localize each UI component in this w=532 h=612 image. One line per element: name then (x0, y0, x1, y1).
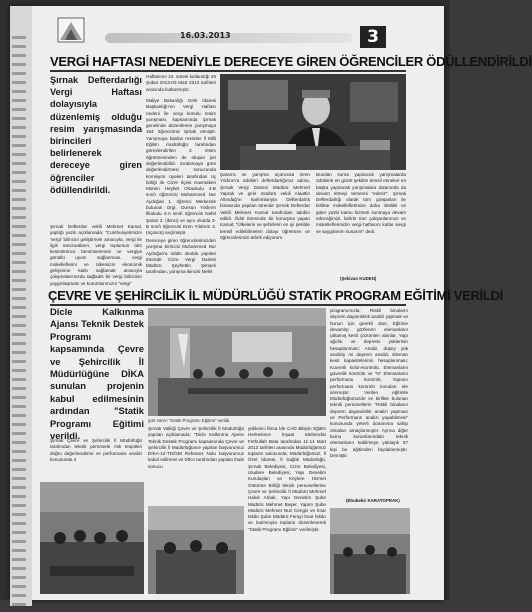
article1-headline: VERGİ HAFTASI NEDENİYLE DERECEYE GİREN ÖĞRENCİLER ÖDÜLLENDİRİLDİ (50, 54, 532, 69)
article2-byline: (Ebubekir KARATOPRAK) (346, 498, 400, 503)
article2-lead: Dicle Kalkınma Ajansı Teknik Destek Programı kapsamında Çevre ve Şehircilik İl Müdürlüğüne DİKA sunulan projenin kabul edilmesinin ardından "Statik Programı Eğitimi verildi. (50, 306, 144, 442)
article2-photo-classroom (330, 508, 410, 594)
article2-column-1: Şırnak Çevre ve Şehircilik İl Müdürlüğü tarafından teknik personele risk tespitleri doğru değerlendirme ve performans analizi konusunda 4 (50, 438, 142, 462)
previous-page-edge (10, 6, 32, 606)
article1-column-4: Bundan sonra yapılacak yarışmalarda ödüllerin en güzel şekilde temsil etmeleri en başka yapılacak yarışmalara dalanında da devam etmeyi temenni "ederiz". Şırnak Defterdarlığı olarak tüm çalışanları ile birlikte mükelleflerimize daha nitelikli ve güler yüzlü kamu hizmeti sunmaya devam edeceğimizi, belirtir tüm çalışanlarımızı ve mükelleflerimizin vergi haftasını kutlar sevgi ve saygılarımı sunarım" dedi. (316, 172, 406, 234)
headline-rule (50, 70, 406, 72)
article1-column-1: Şırnak Defterdar vekili Mehmet Kamal, yaptığı yazılı açıklamada; "Cumhuriyetimizin 'vergi' bilincini geliştirmek amacıyla, vergi ile ilgili mevzuatların, vergi toplumun tüm kesimlerince benimsenmesi ve vergiye gönüllü uyum sağlanması, vergi mükelleflerini ve ülkemizin ekonomik gelişimine katkı sağlamak amacıyla çalışmalarımızda sağladık bir vergi bilincinin yaygınlaşması ve kurumlarımızın "vergi" (50, 224, 142, 286)
article1-column-3: Şaran'a ve yarışma üçüncüsü Eren Yıldırım'a ödülleri defterdarlığımız adına, Şırnak Vergi Dairesi Müdürü Mehmet Yaprak ve gelir müdürü vekili Alaattin Altındağ'ın katılımlarıyla Defterdarlık binasında yapılan törende Şırnak Defterdar Vekili Mehmet Kamal tarafından takdim edildi. Ödül töreninde bir konuşma yapan Kamal; "Ülkelerin ve şehirlerin en iyi şekilde temsil edilebilmeleri dolayı öğretmen ve öğrencilerimizi tebrik ediyorum. (220, 172, 310, 240)
article2-column-3: yüklenici firma İde CAD Bilişim Eğitim Herkesince İnşaat Mühendisi Fethullah Bata tarafından 11-14 Mart 2013 tarihleri arasında Müdürlüğümüz toplantı salonunda; Müdürlüğümüz, İl Özel İdaresi, İl Sağlık Müdürlüğü, Şırnak Belediyesi, Cizre Belediyesi, Uludere Belediyesi, Yapı Denetim Kuruluşları ve Köylere Hizmet Götürme Birliği teknik personellerine Çevre ve Şehircilik İl Müdürü Mehmet Haluk Arbak, Yapı Denetim Şube Müdürü Mehmet Başer, Yapım Şube Müdürü Mehmet Nuri Cengiz ve İmar İskân Şube Müdürü Ferayi İmar İskân ve katılımıyla toplantı düzenlenerek "Statik Programı Eğitimi" verilmiştir. (248, 426, 326, 532)
article1-byline: (Şekivan KUDEN) (340, 276, 377, 281)
article1-column-2c: Dereceye giren öğrencilerimizden yarışma birincisi Muhammed Nur Aydoğan'a ödülü okulda yapılan törende Cizre Vergi Dairesi Müdürü Şeyhettin Şimşek tarafından, yarışma ikincisi Nefel (146, 238, 216, 275)
newspaper-logo-icon (56, 16, 86, 44)
article1-column-2b: Maliye Bakanlığı Gelir İdaresi Başkanlığı'nın Vergi Haftası nedeni ile vergi konulu resim yarışması, kapsamında Şırnak genelinde düzenlenen yarışmaya 184 öğrencimiz iştirak etmiştir. Yarışmaya katılan resimler İl Milli Eğitim müdürlüğü tarafından görevlendirilen 3 resim öğretmeninden de oluşan jüri değerlendirildi. Sıralamaya göre değerlendirmesi sonucunda komisyon üyeleri tarafından üç birliği ile Cizre İlçesi Kavmaken Mümin Heybet Ortaokulu 4-B sınıfı öğrencisi Muhammed Nur Aydoğan 1. öğrenci Merkezde bulunan Orgl. Dursun Yıldırım İlkokulu 4-A sınıfı öğrencisi Nefel Şaran 2. (ikinci) ve aynı okulda 3-B sınıfı öğrencisi Eren Yıldırım 3.(üçüncü) seçilmiştir. (146, 98, 216, 236)
page-number: 3 (360, 26, 386, 48)
article2-photo-audience (40, 482, 144, 594)
article1-column-2a: Haftasının 24. süresi kutlandığı 25 Şubat 2013-03 Mart 2013 tarihleri arasında kutlanmıştır. (146, 74, 216, 92)
article2-caption: gün süren "Statik Programı Eğitimi" verildi. (148, 418, 231, 423)
page-header (10, 6, 444, 52)
issue-date: 16.03.2013 (180, 31, 231, 40)
article1-lead: Şırnak Defterdarlığı Vergi Haftası dolayısıyla düzenlemiş olduğu resim yarışmasında birincileri belirlenerek dereceye giren öğrenciler ödüllendirildi. (50, 75, 142, 195)
article2-column-2b (148, 462, 244, 508)
article2-photo-participants (148, 506, 244, 594)
newspaper-page (10, 6, 532, 600)
article2-photo-meeting (148, 308, 326, 416)
article2-column-4: programımızla; Riskli binaların deprem dayanıklılık analizi yapmak ve bunun için gerekli olan; Eğitime devamlıp gözlenen elemanların (altamış kesit çözümlen alanlar, Yapı ağırlık ve depremi yüklerinin hesaplanması; Analiz, düşey yük analiziy mi deprem analizi, Eleman kesit kapasitelerinin hesaplanması; Kuvvetli kolon-kontrolü, Elemanların güvenlik kontrolü ve "N" Elemanların performans kontrolü, Yapının performans kontrolü konuları ele alınmıştır. Verilen eğitimle Müdürlüğümüzde ve birlikte bulunan teknik personellerin "Riskli binaların deprem dayanıklılık analizi yapması ve Performans analizi yapabilmesi" konusunda yeterli donanıma sahip olmaları amaçlanmıştır. Ayrıca diğer kamu kurumlarındaki teknik elemanların kabilmeye yaklaşık 57 kişi bu eğitimden faydalanmıştır. Demiştir. (330, 308, 408, 458)
article2-column-2: Şırnak Valiliği Çevre ve Şehircilik İl Müdürlüğü yapılan açıklamada; "Dicle Kalkınma Ajansı Teknik Destek Programı kapsamında Çevre ve Şehircilik İl Müdürlüğünce yapılan başvurumuz DİKA-12-TD/038 Referans Nolu başvurumuz kabul edilmesi ve DİKA tarafından yapılan ihale sonucu (148, 426, 245, 469)
article1-photo-official (220, 74, 406, 170)
article2-headline: ÇEVRE VE ŞEHİRCİLİK İL MÜDÜRLÜĞÜ STATİK PROGRAM EĞİTİMİ VERİLDİ (48, 288, 503, 303)
